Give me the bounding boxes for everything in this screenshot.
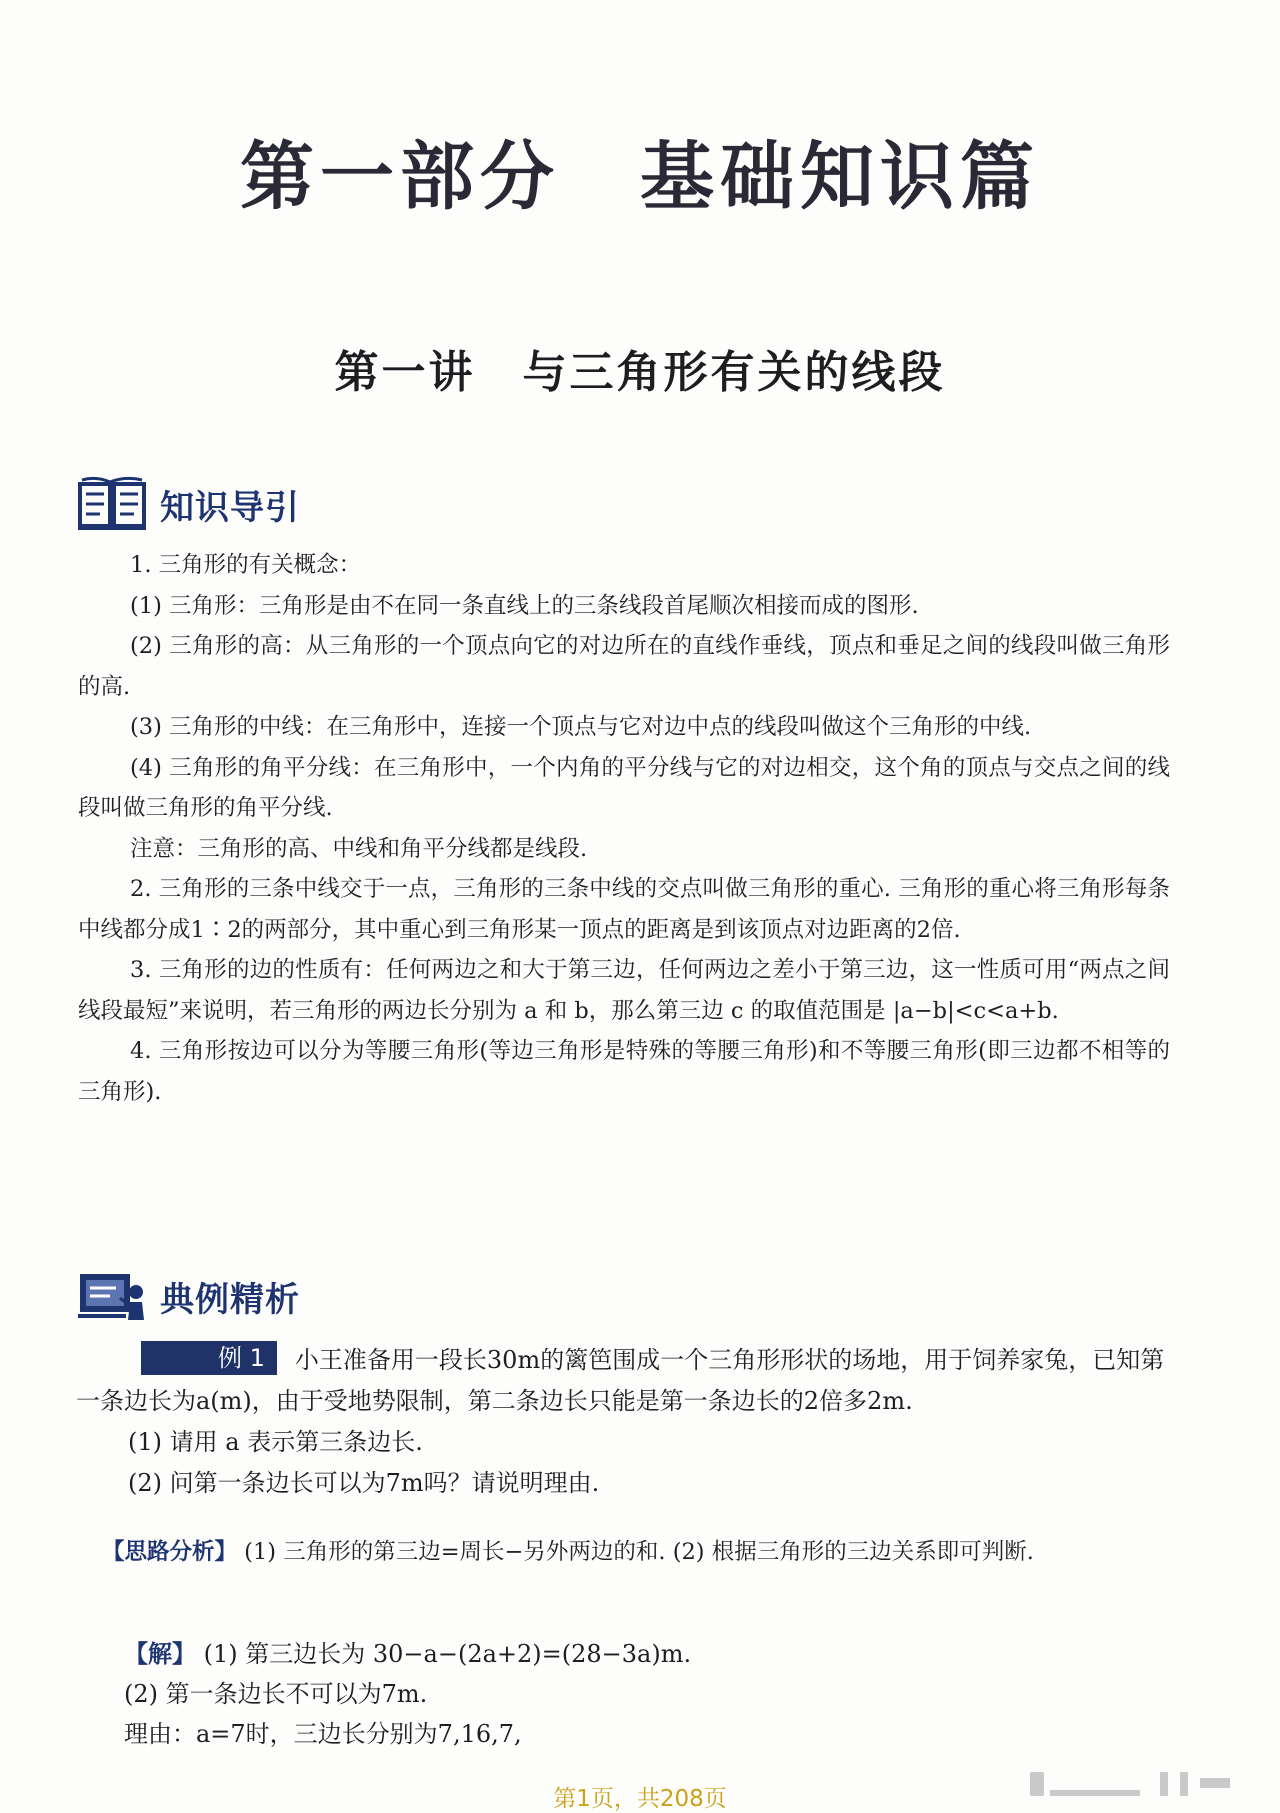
analysis-body: (1) 三角形的第三边=周长−另外两边的和. (2) 根据三角形的三边关系即可判断. bbox=[244, 1539, 1034, 1565]
solution-text: (1) 第三边长为 30−a−(2a+2)=(28−3a)m. bbox=[203, 1640, 692, 1668]
example-stem bbox=[76, 1340, 1172, 1422]
section-label: 知识导引 bbox=[160, 487, 300, 528]
section-header-knowledge bbox=[76, 474, 300, 534]
question-2: (2) 问第一条边长可以为7m吗？请说明理由. bbox=[128, 1469, 600, 1497]
paragraph: (2) 三角形的高：从三角形的一个顶点向它的对边所在的直线作垂线，顶点和垂足之间的线段叫做三角形的高. bbox=[78, 633, 1170, 700]
question-1: (1) 请用 a 表示第三条边长. bbox=[128, 1428, 423, 1456]
paragraph: (4) 三角形的角平分线：在三角形中，一个内角的平分线与它的对边相交，这个角的顶点与交点之间的线段叫做三角形的角平分线. bbox=[78, 754, 1170, 821]
analysis-tag: 【思路分析】 bbox=[102, 1539, 238, 1565]
knowledge-body bbox=[78, 545, 1170, 1112]
solution-line-2: (2) 第一条边长不可以为7m. bbox=[124, 1680, 428, 1708]
lecture-title: 第一讲 与三角形有关的线段 bbox=[334, 347, 946, 398]
analysis-text bbox=[102, 1532, 1172, 1572]
example-text: 小王准备用一段长30m的篱笆围成一个三角形形状的场地，用于饲养家兔，已知第一条边长为a(m)，由于受地势限制，第二条边长只能是第一条边长的2倍多2m. bbox=[76, 1346, 1165, 1415]
scan-marks bbox=[1010, 1768, 1240, 1798]
paragraph: 3. 三角形的边的性质有：任何两边之和大于第三边，任何两边之差小于第三边，这一性质可用“两点之间线段最短”来说明，若三角形的两边长分别为 a 和 b，那么第三边 c 的取值范围是 |a−b|<c<a+b. bbox=[78, 957, 1170, 1024]
paragraph: 1. 三角形的有关概念： bbox=[130, 552, 362, 578]
lecture-icon bbox=[76, 1268, 148, 1324]
section-label: 典例精析 bbox=[160, 1279, 300, 1320]
paragraph: 注意：三角形的高、中线和角平分线都是线段. bbox=[130, 835, 588, 862]
page-counter: 第1页，共208页 bbox=[553, 1786, 727, 1812]
part-title: 第一部分 基础知识篇 bbox=[240, 134, 1040, 220]
section-header-examples bbox=[76, 1266, 300, 1326]
paragraph: 4. 三角形按边可以分为等腰三角形(等边三角形是特殊的等腰三角形)和不等腰三角形(即三边都不相等的三角形). bbox=[78, 1038, 1170, 1105]
paragraph: (1) 三角形：三角形是由不在同一条直线上的三条线段首尾顺次相接而成的图形. bbox=[130, 592, 919, 619]
paragraph: (3) 三角形的中线：在三角形中，连接一个顶点与它对边中点的线段叫做这个三角形的中线. bbox=[130, 714, 1032, 740]
solution-tag: 【解】 bbox=[124, 1640, 196, 1668]
analysis bbox=[102, 1532, 1172, 1572]
example-badge: 例 1 bbox=[141, 1341, 277, 1375]
paragraph: 2. 三角形的三条中线交于一点，三角形的三条中线的交点叫做三角形的重心. 三角形的重心将三角形每条中线都分成1∶2的两部分，其中重心到三角形某一顶点的距离是到该顶点对边距离的2倍. bbox=[78, 876, 1170, 943]
solution bbox=[124, 1634, 1164, 1754]
solution-line-3: 理由：a=7时，三边长分别为7,16,7, bbox=[124, 1720, 522, 1748]
example-1 bbox=[76, 1340, 1172, 1504]
solution-line-1 bbox=[124, 1634, 1164, 1674]
book-icon bbox=[76, 476, 148, 532]
